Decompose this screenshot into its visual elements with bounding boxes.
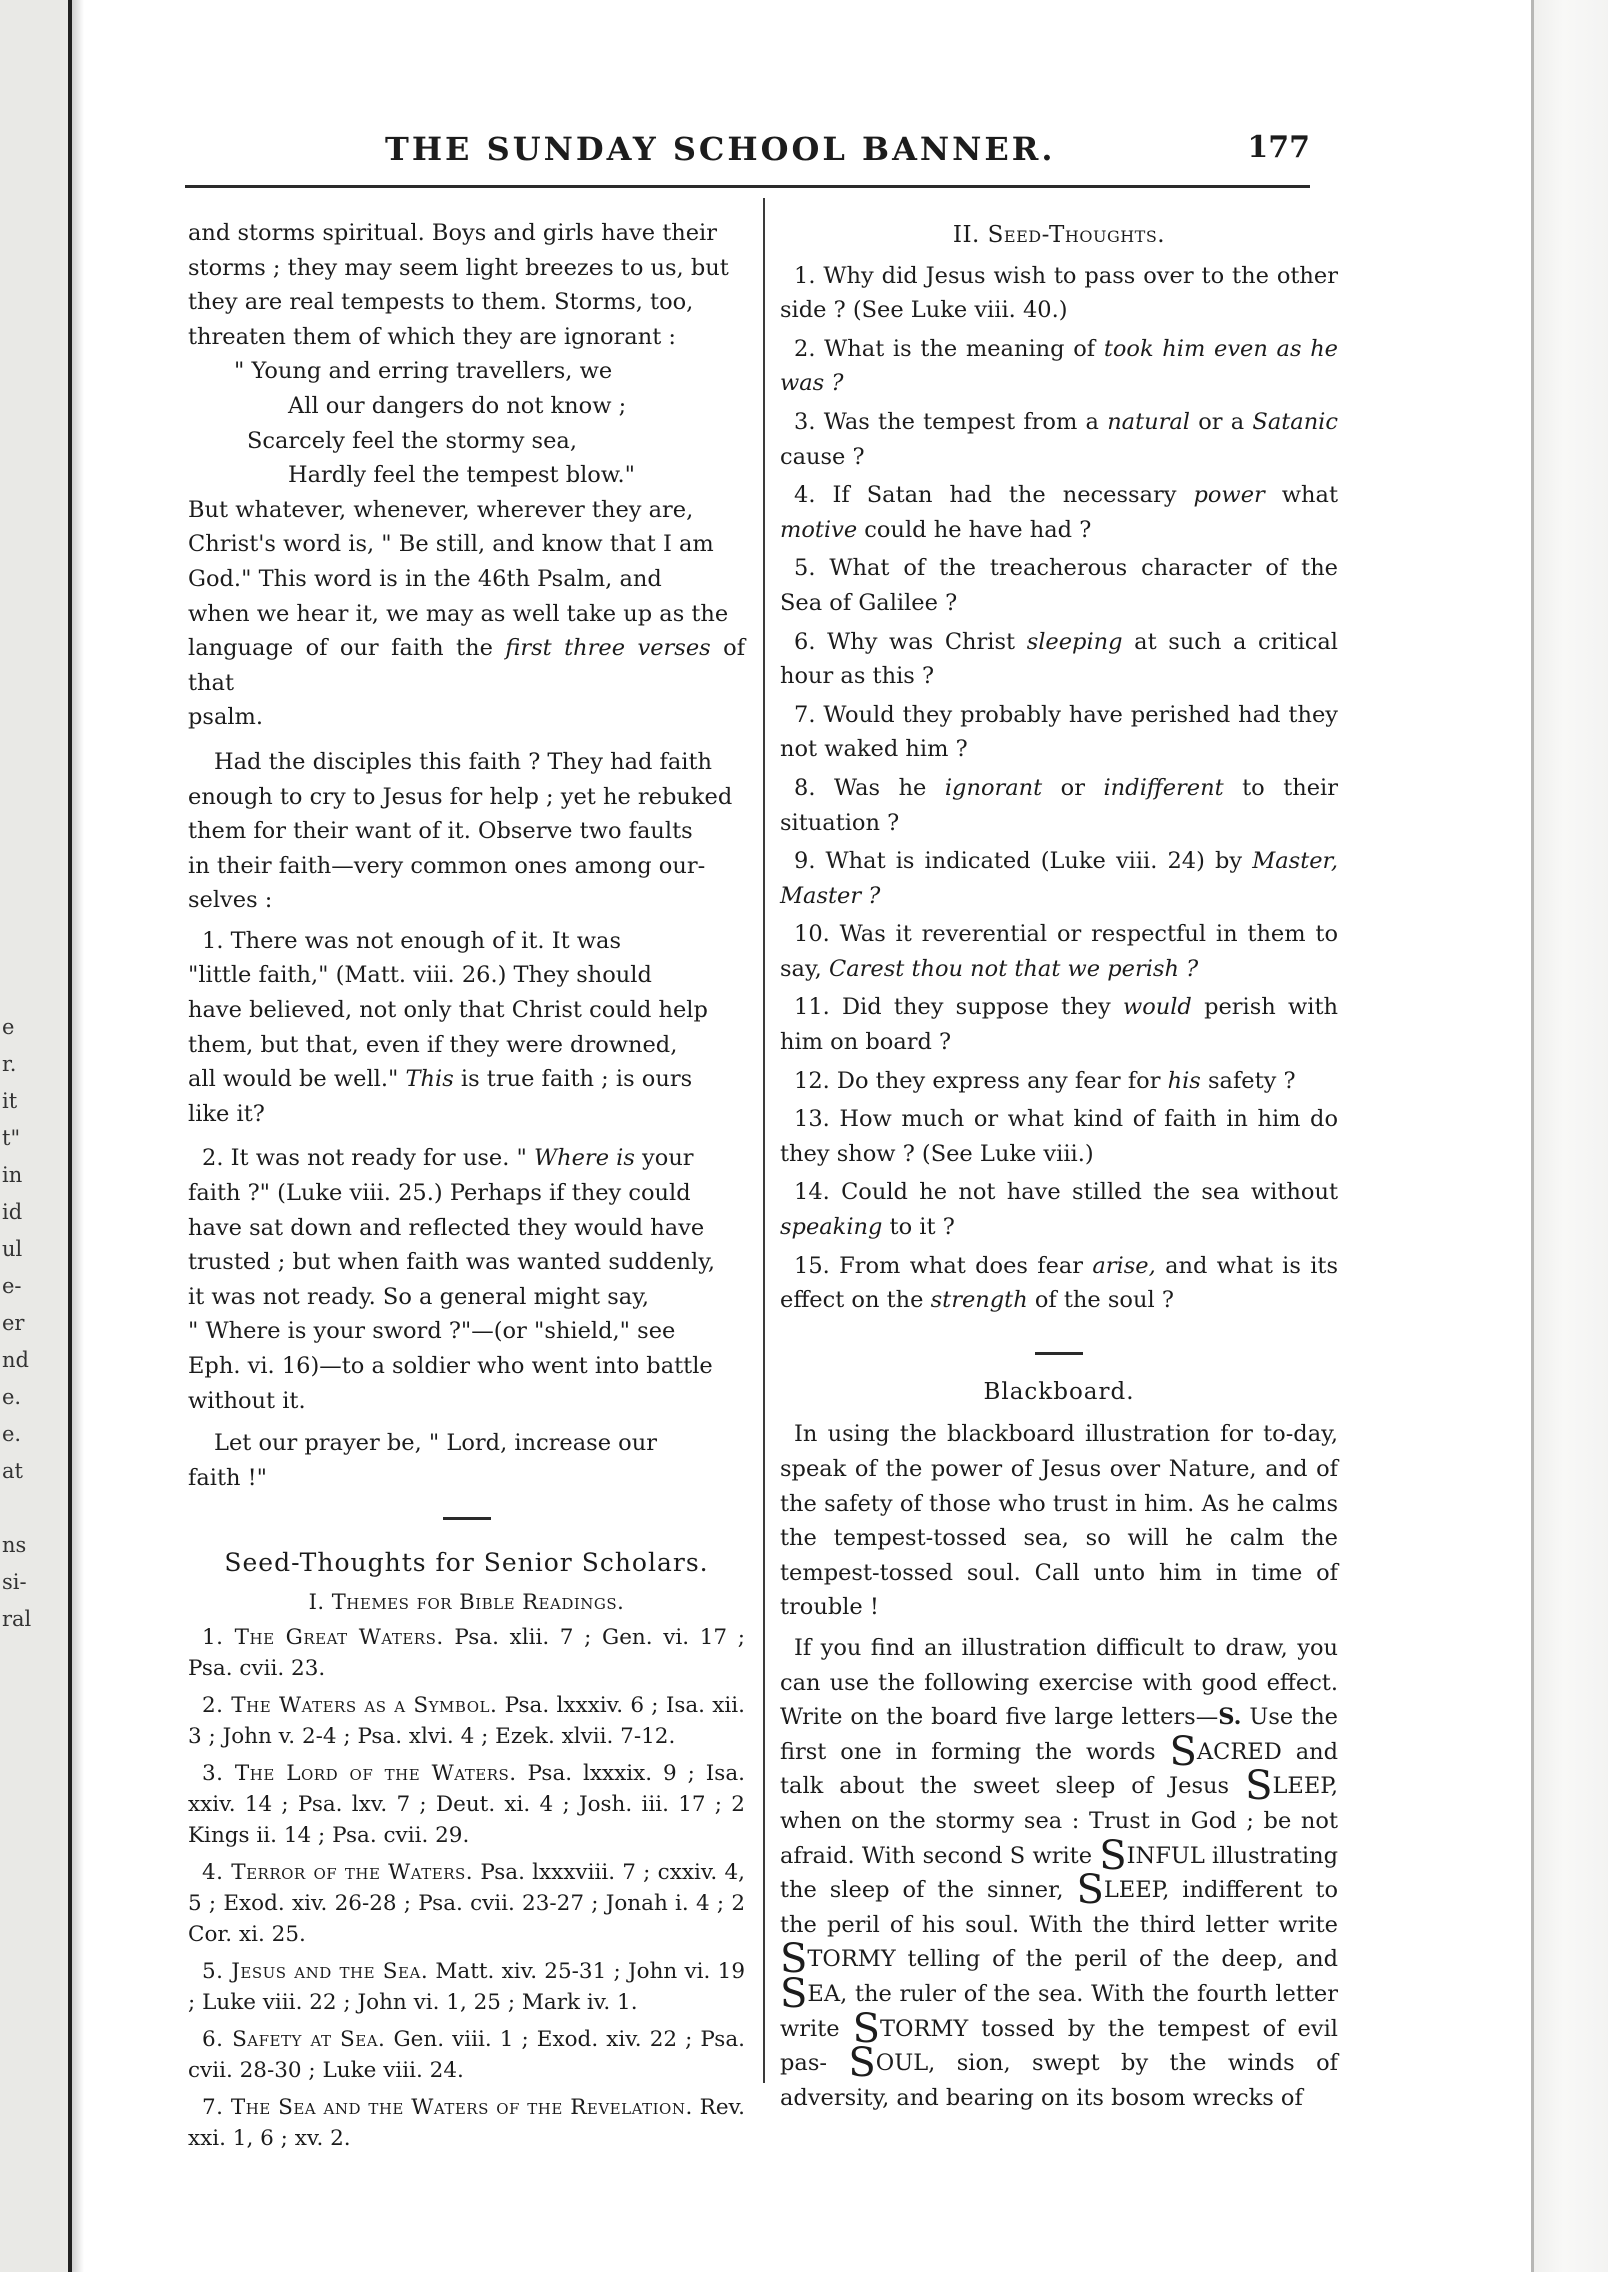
page-edge [1534, 0, 1608, 2272]
text-run: tossed by the tempest of evil pas- [780, 2015, 1338, 2077]
questions-list [780, 259, 1338, 1318]
seed-thought-question [780, 844, 1338, 913]
drop-letter: S [848, 2040, 876, 2087]
text-run: is true faith ; is ours [453, 1066, 693, 1093]
text-line: Eph. vi. 16)—to a soldier who went into battle [188, 1353, 713, 1379]
text-line: faith ?" (Luke viii. 25.) Perhaps if they could [188, 1180, 691, 1207]
bleed-fragment: e. [2, 1422, 22, 1446]
theme-heading: 7. The Sea and the Waters of the Revelation. [202, 2094, 693, 2120]
paragraph-prayer [188, 1426, 745, 1495]
theme-references: Psa. xlii. 7 ; Gen. vi. 17 ; Psa. cvii. 23. [188, 1624, 745, 1681]
poem-line: " Young and erring travellers, we [234, 358, 613, 385]
text-line: have sat down and reflected they would have [188, 1214, 705, 1241]
text-run: cause ? [780, 443, 865, 470]
seed-thought-question [780, 332, 1338, 401]
paragraph-disciples-faith [188, 745, 745, 918]
page-number: 177 [1247, 130, 1310, 165]
text-run: LEEP, [1272, 1773, 1338, 1800]
text-run: 9. What is indicated (Luke viii. 24) by [794, 848, 1253, 875]
text-line: psalm. [188, 704, 264, 731]
left-column [188, 216, 745, 2154]
text-run: when on the stormy sea : Trust in God ; be not afraid. With second S write [780, 1807, 1338, 1869]
seed-thought-question [780, 405, 1338, 474]
italic-phrase: ignorant [944, 774, 1043, 801]
bleed-fragment: si- [2, 1570, 27, 1594]
italic-phrase: took him even as he was ? [780, 335, 1338, 397]
text-run: 13. How much or what kind of faith in him do they show ? (See Luke viii.) [780, 1106, 1338, 1167]
text-run: 1. Why did Jesus wish to pass over to the other side ? (See Luke viii. 40.) [780, 262, 1338, 324]
theme-references: Gen. viii. 1 ; Exod. xiv. 22 ; Psa. cvii. 28-30 ; Luke viii. 24. [188, 2026, 745, 2083]
bleed-fragment: at [2, 1459, 23, 1483]
text-line: in their faith—very common ones among our- [188, 852, 706, 879]
italic-phrase: natural [1107, 408, 1190, 435]
poem-line: All our dangers do not know ; [288, 392, 627, 419]
text-line: like it? [188, 1100, 265, 1127]
bleed-fragment: ns [2, 1533, 27, 1557]
text-run: language of our faith the [188, 635, 506, 662]
italic-phrase: Master, Master ? [780, 848, 1338, 909]
text-run: all would be well." [188, 1066, 406, 1093]
italic-phrase: his [1167, 1067, 1201, 1094]
theme-heading: 4. Terror of the Waters. [202, 1859, 474, 1885]
bleed-fragment: r. [2, 1052, 17, 1076]
drop-letter: S [1169, 1728, 1197, 1775]
seed-thought-question [780, 1175, 1338, 1244]
running-head [190, 130, 1330, 190]
drop-letter: S [780, 1936, 808, 1983]
text-line: faith !" [188, 1464, 268, 1491]
left-margin-bleed [2, 1010, 36, 1639]
text-run: 2. It was not ready for use. " [202, 1145, 534, 1172]
text-line: them for their want of it. Observe two faults [188, 818, 693, 845]
text-run: TORMY [879, 2015, 969, 2042]
bleed-fragment: it [2, 1089, 18, 1113]
seed-thought-question [780, 917, 1338, 986]
poem-quote [234, 354, 745, 492]
intro-paragraph [188, 216, 745, 354]
drop-letter: S [1076, 1867, 1104, 1914]
text-run: 6. Why was Christ [794, 628, 1027, 655]
text-run: TORMY [807, 1946, 896, 1973]
text-run: the ruler of the sea. With the fourth letter write [780, 1980, 1338, 2042]
text-line: when we hear it, we may as well take up as the [188, 600, 729, 627]
text-line: it was not ready. So a general might say, [188, 1283, 650, 1310]
italic-phrase: power [1193, 482, 1265, 509]
poem-line: Hardly feel the tempest blow." [288, 462, 635, 489]
text-line: trusted ; but when faith was wanted suddenly, [188, 1249, 716, 1276]
bleed-fragment: nd [2, 1348, 29, 1372]
bleed-fragment: e [2, 1015, 15, 1039]
text-run: telling of the peril of the deep, and [895, 1946, 1338, 1973]
drop-letter: S [780, 1970, 808, 2017]
text-run: 15. From what does fear [794, 1252, 1093, 1279]
text-run: to their situation ? [780, 774, 1338, 836]
text-run: S. [1218, 1704, 1242, 1731]
text-line: 1. There was not enough of it. It was [202, 927, 622, 954]
seed-thought-question [780, 478, 1338, 547]
italic-phrase: speaking [780, 1214, 883, 1241]
text-run: and talk about the sweet sleep of Jesus [780, 1738, 1339, 1800]
paragraph-fault-two [188, 1141, 745, 1418]
theme-heading: 2. The Waters as a Symbol. [202, 1692, 498, 1718]
theme-heading: 1. The Great Waters. [202, 1624, 444, 1650]
blackboard-paragraph-1: In using the blackboard illustration for to-day, speak of the power of Jesus over Nature, and of the safety of those who trust in him. As he calms the tempest-tossed sea, so will he calm the tempest-tossed soul. Call unto him in time of trouble ! [780, 1421, 1338, 1621]
text-run: your [634, 1145, 694, 1172]
column-rule [763, 198, 765, 2083]
text-line: Had the disciples this faith ? They had faith [214, 748, 713, 775]
binding-shadow [72, 0, 84, 2272]
text-line: enough to cry to Jesus for help ; yet he rebuked [188, 783, 733, 810]
text-run: INFUL [1126, 1842, 1205, 1869]
text-run: EA, [807, 1980, 848, 2007]
right-column [780, 218, 1338, 2115]
text-line: "little faith," (Matt. viii. 26.) They should [188, 962, 652, 989]
seed-thought-question [780, 1102, 1338, 1171]
text-run: 8. Was he [794, 774, 945, 801]
seed-thought-question [780, 1064, 1338, 1099]
poem-line: Scarcely feel the stormy sea, [247, 427, 577, 454]
theme-heading: 6. Safety at Sea. [202, 2026, 386, 2052]
bleed-fragment [2, 1491, 36, 1528]
text-line: " Where is your sword ?"—(or "shield," see [188, 1318, 676, 1345]
theme-entry [188, 1758, 745, 1851]
drop-letter: S [1099, 1832, 1127, 1879]
text-run: If you find an illustration difficult to draw, you can use the following exercise with good effect. Write on the board five large letters— [780, 1634, 1338, 1731]
text-line [188, 1062, 745, 1097]
italic-phrase: would [1122, 994, 1192, 1021]
theme-heading: 3. The Lord of the Waters. [202, 1760, 517, 1786]
drop-letter: S [1245, 1763, 1273, 1810]
text-run: perish with him on board ? [780, 994, 1338, 1056]
italic-phrase: arise, [1092, 1252, 1156, 1279]
header-rule [185, 185, 1310, 188]
text-run: and what is its effect on the [780, 1252, 1339, 1314]
theme-entry [188, 1857, 745, 1950]
page-edge-line [1531, 0, 1534, 2272]
bleed-fragment: e. [2, 1385, 22, 1409]
italic-phrase: indifferent [1103, 774, 1224, 801]
theme-entry [188, 2092, 745, 2154]
theme-entry [188, 1622, 745, 1684]
text-run: 14. Could he not have stilled the sea without [794, 1179, 1338, 1206]
paragraph-fault-one [188, 924, 745, 1132]
seed-thought-question [780, 1249, 1338, 1318]
seed-thoughts-title: II. Seed-Thoughts. [952, 222, 1166, 248]
text-line: Let our prayer be, " Lord, increase our [214, 1430, 657, 1457]
italic-phrase: motive [780, 516, 858, 543]
text-run: what [1264, 482, 1338, 509]
text-line [188, 1141, 745, 1176]
italic-phrase: This [405, 1066, 454, 1093]
text-run: at such a critical hour as this ? [780, 628, 1338, 690]
seed-thought-question [780, 259, 1338, 328]
theme-references: Rev. xxi. 1, 6 ; xv. 2. [188, 2094, 745, 2151]
theme-entry [188, 1690, 745, 1752]
theme-references: Psa. lxxxix. 9 ; Isa. xxiv. 14 ; Psa. lxv. 7 ; Deut. xi. 4 ; Josh. iii. 17 ; 2 Kings ii. 14 ; Psa. cvii. 29. [188, 1760, 745, 1848]
text-line: But whatever, whenever, wherever they are, [188, 496, 694, 523]
text-run: could he have had ? [857, 516, 1092, 543]
theme-references: Matt. xiv. 25-31 ; John vi. 19 ; Luke viii. 22 ; John vi. 1, 25 ; Mark iv. 1. [188, 1958, 745, 2015]
text-line: threaten them of which they are ignorant : [188, 323, 676, 350]
seed-thoughts-senior-title: Seed-Thoughts for Senior Scholars. [224, 1548, 709, 1578]
text-run: 2. What is the meaning of [794, 335, 1104, 362]
text-run: LEEP, [1103, 1877, 1170, 1904]
text-run: or a [1190, 408, 1253, 435]
seed-thought-question [780, 551, 1338, 620]
text-run: indifferent to the peril of his soul. With the third letter write [780, 1877, 1338, 1938]
seed-thought-question [780, 771, 1338, 840]
text-run: to it ? [882, 1214, 955, 1241]
text-run: 7. Would they probably have perished had they not waked him ? [780, 701, 1338, 763]
bleed-fragment: ral [2, 1607, 32, 1631]
italic-phrase: Satanic [1252, 408, 1338, 435]
text-run: ACRED [1196, 1738, 1282, 1765]
paragraph-christ-word [188, 493, 745, 735]
text-run: 4. If Satan had the necessary [794, 482, 1194, 509]
italic-phrase: sleeping [1026, 628, 1123, 655]
seed-thought-question [780, 625, 1338, 694]
italic-phrase: Where is [534, 1145, 635, 1172]
text-run: 12. Do they express any fear for [794, 1067, 1168, 1094]
text-run: 3. Was the tempest from a [794, 408, 1108, 435]
bleed-fragment: in [2, 1163, 23, 1187]
bleed-fragment: id [2, 1200, 23, 1224]
journal-title: THE SUNDAY SCHOOL BANNER. [385, 130, 1056, 168]
theme-entry [188, 1956, 745, 2018]
text-line: and storms spiritual. Boys and girls have their [188, 220, 718, 246]
text-line: have believed, not only that Christ could help [188, 997, 708, 1024]
theme-entry [188, 2024, 745, 2086]
text-run: of that [188, 635, 746, 696]
themes-list [188, 1622, 745, 2154]
text-run: Use the first one in forming the words [780, 1704, 1339, 1765]
drop-letter: S [852, 2005, 880, 2052]
text-run: sion, swept by the winds of adversity, and bearing on its bosom wrecks of [780, 2050, 1338, 2111]
bleed-fragment: ul [2, 1237, 23, 1261]
text-line [188, 631, 745, 700]
text-line: storms ; they may seem light breezes to us, but [188, 254, 729, 281]
text-line: God." This word is in the 46th Psalm, and [188, 565, 662, 592]
italic-phrase: first three verses [505, 635, 711, 662]
text-line: Christ's word is, " Be still, and know that I am [188, 531, 714, 558]
text-run: illustrating the sleep of the sinner, [780, 1842, 1338, 1904]
seed-thought-question [780, 990, 1338, 1059]
section-separator [443, 1517, 491, 1520]
text-run: of the soul ? [1027, 1287, 1174, 1314]
blackboard-paragraph-2 [780, 1631, 1338, 2115]
bleed-fragment: t" [2, 1126, 21, 1150]
text-line: them, but that, even if they were drowned, [188, 1031, 678, 1058]
theme-references: Psa. lxxxviii. 7 ; cxxiv. 4, 5 ; Exod. xiv. 26-28 ; Psa. cvii. 23-27 ; Jonah i. 4 ; 2 Cor. xi. 25. [188, 1859, 745, 1947]
section-separator [1035, 1352, 1083, 1355]
bleed-fragment: er [2, 1311, 25, 1335]
seed-thought-question [780, 698, 1338, 767]
text-line: selves : [188, 887, 273, 914]
text-run: 11. Did they suppose they [794, 994, 1123, 1021]
theme-references: Psa. lxxxiv. 6 ; Isa. xii. 3 ; John v. 2-4 ; Psa. xlvi. 4 ; Ezek. xlvii. 7-12. [188, 1692, 746, 1749]
themes-subtitle: I. Themes for Bible Readings. [308, 1589, 625, 1614]
text-line: without it. [188, 1387, 306, 1414]
blackboard-title: Blackboard. [983, 1378, 1135, 1405]
text-run: safety ? [1200, 1067, 1296, 1094]
text-line: they are real tempests to them. Storms, too, [188, 289, 694, 316]
bleed-fragment: e- [2, 1274, 22, 1298]
text-run: 10. Was it reverential or respectful in them to say, [780, 921, 1338, 982]
italic-phrase: strength [930, 1287, 1028, 1314]
text-run: or [1042, 774, 1104, 801]
italic-phrase: Carest thou not that we perish ? [829, 955, 1199, 982]
text-run: 5. What of the treacherous character of the Sea of Galilee ? [780, 555, 1338, 616]
theme-heading: 5. Jesus and the Sea. [202, 1958, 429, 1984]
text-run: OUL, [875, 2050, 936, 2077]
